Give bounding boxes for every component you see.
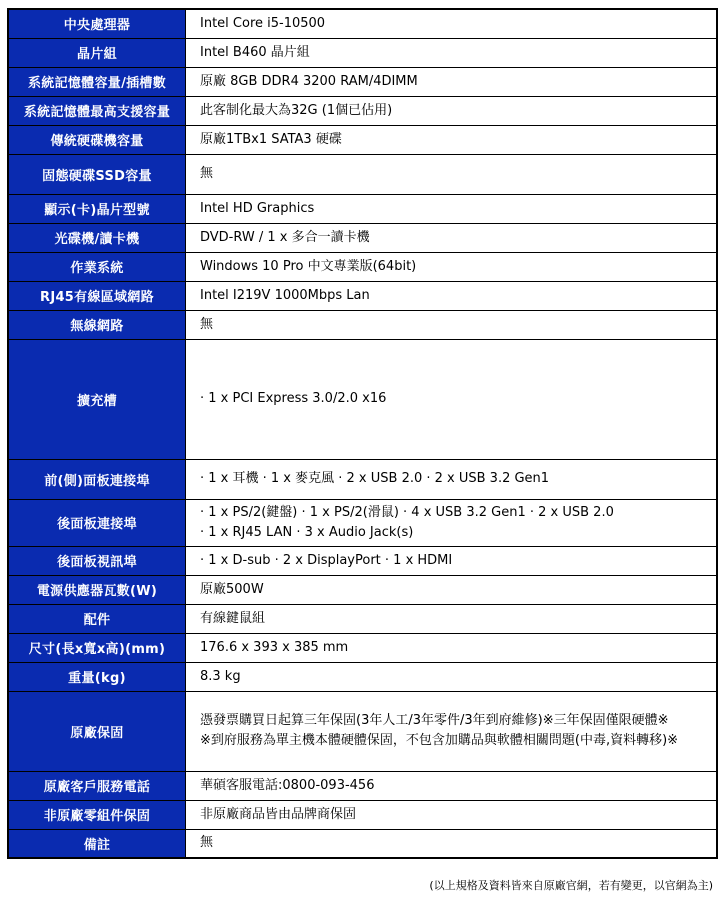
spec-value [186,223,718,252]
spec-row [8,252,717,281]
spec-label: 配件 [8,604,186,633]
spec-row [8,771,717,800]
spec-label: 固態硬碟SSD容量 [8,154,186,194]
spec-table [7,8,718,859]
spec-value-line: Intel Core i5-10500 [200,15,326,31]
spec-row [8,499,717,546]
spec-value-line: 8.3 kg [200,668,241,684]
spec-value-line: · 1 x 耳機 · 1 x 麥克風 · 2 x USB 2.0 · 2 x USB 3.2 Gen1 [200,471,550,486]
spec-value [186,9,718,38]
spec-value-line: 有線鍵鼠組 [200,610,266,626]
spec-label: 系統記憶體容量/插槽數 [8,67,186,96]
spec-value [186,546,718,575]
spec-label: 尺寸(長x寬x高)(mm) [8,633,186,662]
spec-value-line: · 1 x RJ45 LAN · 3 x Audio Jack(s) [200,524,414,540]
spec-value [186,575,718,604]
spec-label: 重量(kg) [8,662,186,691]
spec-row [8,662,717,691]
spec-row [8,633,717,662]
spec-value-line: ※到府服務為單主機本體硬體保固，不包含加購品與軟體相關問題(中毒,資料轉移)※ [200,733,679,748]
spec-label: 中央處理器 [8,9,186,38]
spec-row [8,800,717,829]
spec-value-line: 無 [200,316,214,332]
spec-label: 後面板視訊埠 [8,546,186,575]
spec-value [186,194,718,223]
spec-label: 前(側)面板連接埠 [8,459,186,499]
spec-value [186,310,718,339]
spec-label: RJ45有線區域網路 [8,281,186,310]
spec-value [186,154,718,194]
spec-value-line: 無 [200,166,214,181]
spec-value [186,339,718,459]
spec-row [8,194,717,223]
spec-value [186,499,718,546]
spec-value-line: 原廠 8GB DDR4 3200 RAM/4DIMM [200,73,418,89]
spec-value-line: Intel B460 晶片組 [200,44,310,60]
spec-value-line: · 1 x PS/2(鍵盤) · 1 x PS/2(滑鼠) · 4 x USB 3.2 Gen1 · 2 x USB 2.0 [200,504,614,520]
spec-value-line: 華碩客服電話:0800-093-456 [200,777,375,793]
spec-value-line: 176.6 x 393 x 385 mm [200,639,349,655]
spec-value-line: · 1 x D-sub · 2 x DisplayPort · 1 x HDMI [200,552,453,568]
spec-row [8,546,717,575]
footnote: (以上規格及資料皆來自原廠官網，若有變更，以官網為主) [429,879,713,892]
spec-value-line: Intel HD Graphics [200,200,315,216]
spec-value [186,459,718,499]
spec-row [8,575,717,604]
spec-label: 作業系統 [8,252,186,281]
spec-row [8,67,717,96]
spec-value-line: · 1 x PCI Express 3.0/2.0 x16 [200,391,387,406]
spec-row [8,96,717,125]
spec-value [186,691,718,771]
spec-row [8,310,717,339]
spec-row [8,154,717,194]
spec-row [8,459,717,499]
spec-value [186,38,718,67]
spec-value-line: 原廠500W [200,581,264,597]
spec-value-line: 無 [200,835,214,851]
spec-row [8,9,717,38]
spec-value [186,633,718,662]
spec-value-line: 非原廠商品皆由品牌商保固 [200,806,357,822]
spec-value [186,829,718,858]
spec-label: 晶片組 [8,38,186,67]
spec-row [8,691,717,771]
spec-value [186,252,718,281]
spec-label: 光碟機/讀卡機 [8,223,186,252]
spec-value [186,771,718,800]
spec-value [186,604,718,633]
spec-value-line: 原廠1TBx1 SATA3 硬碟 [200,131,342,147]
spec-row [8,38,717,67]
spec-value [186,125,718,154]
spec-label: 無線網路 [8,310,186,339]
spec-row [8,339,717,459]
spec-value-line: Intel I219V 1000Mbps Lan [200,287,370,303]
spec-value [186,96,718,125]
spec-row [8,604,717,633]
spec-label: 原廠保固 [8,691,186,771]
spec-table-body [8,9,717,858]
spec-label: 系統記憶體最高支援容量 [8,96,186,125]
spec-value-line: Windows 10 Pro 中文專業版(64bit) [200,258,417,274]
spec-label: 非原廠零組件保固 [8,800,186,829]
spec-label: 原廠客戶服務電話 [8,771,186,800]
spec-value [186,662,718,691]
spec-row [8,281,717,310]
spec-value-line: 此客制化最大為32G (1個已佔用) [200,102,393,118]
spec-label: 擴充槽 [8,339,186,459]
spec-value [186,800,718,829]
spec-label: 顯示(卡)晶片型號 [8,194,186,223]
spec-value [186,281,718,310]
spec-value-line: 憑發票購買日起算三年保固(3年人工/3年零件/3年到府維修)※三年保固僅限硬體※ [200,713,669,728]
spec-label: 電源供應器瓦數(W) [8,575,186,604]
spec-value-line: DVD-RW / 1 x 多合一讀卡機 [200,229,370,245]
spec-label: 傳統硬碟機容量 [8,125,186,154]
spec-row [8,125,717,154]
spec-label: 後面板連接埠 [8,499,186,546]
spec-label: 備註 [8,829,186,858]
spec-value [186,67,718,96]
spec-row [8,223,717,252]
spec-row [8,829,717,858]
